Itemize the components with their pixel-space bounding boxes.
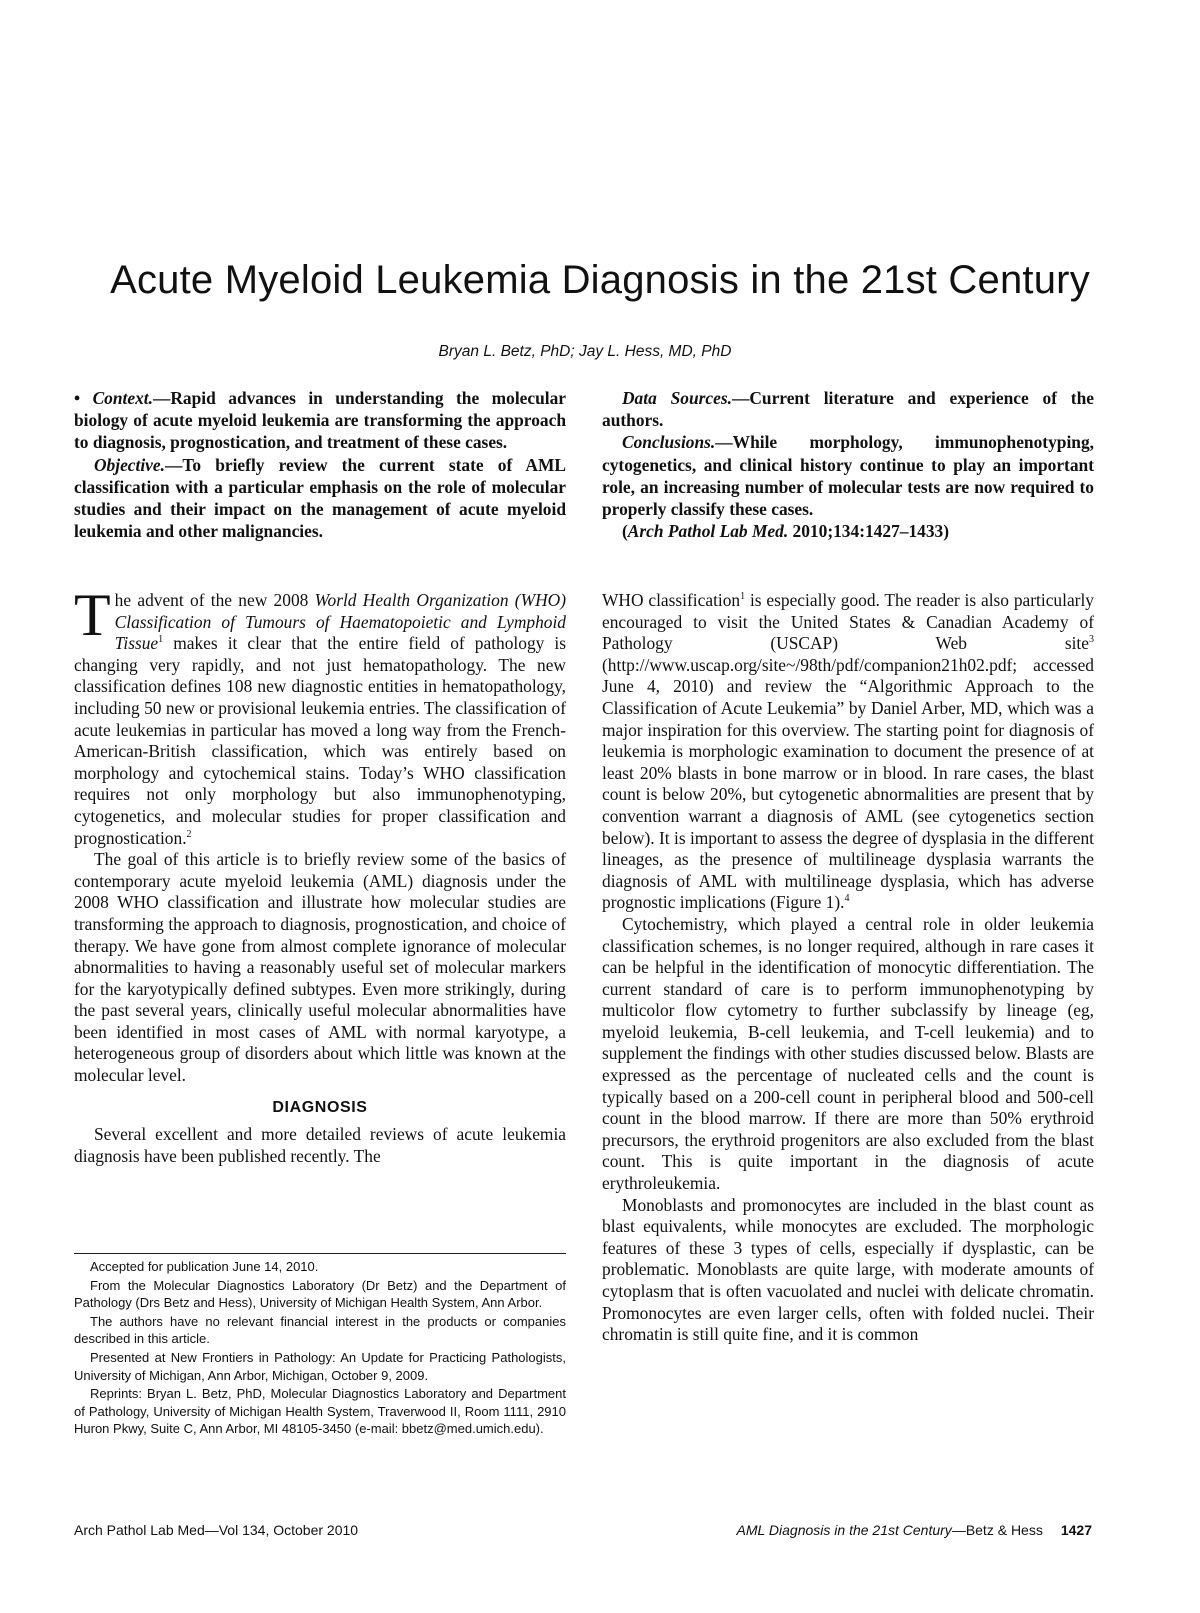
footnote-disclosure: The authors have no relevant financial interest in the products or companies described in this article. (74, 1313, 566, 1347)
footnote-accepted: Accepted for publication June 14, 2010. (90, 1259, 319, 1274)
footnote-affiliation: From the Molecular Diagnostics Laboratory (Dr Betz) and the Department of Pathology (Drs Betz and Hess), University of Michigan Health System, Ann Arbor. (74, 1277, 566, 1311)
context-text: —Rapid advances in understanding the molecular biology of acute myeloid leukemia are transforming the approach to diagnosis, prognostication, and treatment of these cases. (74, 388, 567, 453)
who-text-a: WHO classification (602, 590, 741, 610)
abstract-data-sources (602, 387, 1094, 431)
conclusions-text: —While morphology, immunophenotyping, cytogenetics, and clinical history continue to play an important role, an increasing number of molecular tests are now required to properly classify these cases. (602, 432, 1094, 520)
who-paragraph (602, 590, 1094, 914)
abstract-conclusions (602, 431, 1094, 520)
goal-paragraph: The goal of this article is to briefly review some of the basics of contemporary acute myeloid leukemia (AML) diagnosis under the 2008 WHO classification and illustrate how molecular studies are transforming the approach to diagnosis, prognostication, and choice of therapy. We have gone from almost complete ignorance of molecular abnormalities to having a reasonably useful set of molecular markers for the karyotypically defined subtypes. Even more strikingly, during the past several years, clinically useful molecular abnormalities have been identified in most cases of AML with normal karyotype, a heterogeneous group of disorders about which little was known at the molecular level. (74, 849, 566, 1086)
author-line: Bryan L. Betz, PhD; Jay L. Hess, MD, PhD (438, 343, 732, 360)
conclusions-label: Conclusions. (622, 432, 716, 453)
body-left-column (74, 582, 566, 1167)
running-authors: —Betz & Hess (951, 1522, 1043, 1538)
article-title: Acute Myeloid Leukemia Diagnosis in the 21st Century (110, 258, 1090, 302)
drop-cap: T (74, 582, 111, 648)
who-text-c: (http://www.uscap.org/site~/98th/pdf/companion21h02.pdf; accessed June 4, 2010) and review the “Algorithmic Approach to the Classification of Acute Leukemia” by Daniel Arber, MD, which was a major inspiration for this overview. The starting point for diagnosis of leukemia is morphologic examination to document the presence of at least 20% blasts in bone marrow or in blood. In rare cases, the blast count is below 20%, but cytogenetic abnormalities are present that by convention warrant a diagnosis of AML (see cytogenetics section below). It is important to assess the degree of dysplasia in the different lineages, as the presence of multilineage dysplasia warrants the diagnosis of AML with multilineage dysplasia, which has adverse prognostic implications (Figure 1). (602, 654, 1094, 913)
ref-3[interactable]: 3 (1089, 634, 1094, 646)
footnotes (74, 1258, 566, 1439)
intro-paragraph (74, 582, 566, 849)
who-text-b: is especially good. The reader is also particularly encouraged to visit the United States & Canadian Academy of Pathology (USCAP) Web site (602, 590, 1094, 654)
footnote-reprints: Reprints: Bryan L. Betz, PhD, Molecular Diagnostics Laboratory and Department of Pathology, University of Michigan Health System, Traverwood II, Room 1111, 2910 Huron Pkwy, Suite C, Ann Arbor, MI 48105-3450 (e-mail: bbetz@med.umich.edu). (74, 1386, 566, 1437)
citation-open: ( (622, 521, 628, 542)
citation-journal: Arch Pathol Lab Med. (627, 521, 789, 542)
cytochemistry-paragraph: Cytochemistry, which played a central role in older leukemia classification schemes, is no longer required, although in rare cases it can be helpful in the identification of monocytic differentiation. The current standard of care is to perform immunophenotyping by multicolor flow cytometry to further subclassify by lineage (eg, myeloid leukemia, B-cell leukemia, and T-cell leukemia) and to supplement the findings with other studies discussed below. Blasts are expressed as the percentage of nucleated cells and the count is typically based on a 200-cell count in peripheral blood and 500-cell count in the blood marrow. If there are more than 50% erythroid precursors, the erythroid progenitors are also excluded from the blast count. This is quite important in the diagnosis of acute erythroleukemia. (602, 913, 1094, 1194)
citation-rest: 2010;134:1427–1433) (788, 521, 950, 542)
footnote-presented: Presented at New Frontiers in Pathology: An Update for Practicing Pathologists, University of Michigan, Ann Arbor, Michigan, October 9, 2009. (74, 1349, 566, 1383)
abstract-citation (602, 520, 1094, 542)
monoblasts-paragraph: Monoblasts and promonocytes are included in the blast count as blast equivalents, while monocytes are excluded. The morphologic features of these 3 types of cells, especially if dysplastic, can be problematic. Monoblasts are quite large, with moderate amounts of cytoplasm that is often vacuolated and nuclei with delicate chromatin. Promonocytes are even larger cells, often with folded nuclei. Their chromatin is still quite fine, and it is common (602, 1194, 1094, 1345)
ref-2[interactable]: 2 (186, 828, 192, 840)
ref-1b[interactable]: 1 (740, 591, 746, 603)
intro-text-a: he advent of the new 2008 (114, 590, 315, 610)
running-title: AML Diagnosis in the 21st Century (736, 1522, 952, 1538)
body-right-column (602, 590, 1094, 1346)
footer-running-head (737, 1522, 1093, 1538)
objective-text: —To briefly review the current state of AML classification with a particular emphasis on the role of molecular studies and their impact on the management of acute myeloid leukemia and other malignancies. (74, 454, 566, 542)
objective-label: Objective. (94, 454, 165, 475)
abstract-context (74, 387, 566, 454)
abstract-objective (74, 454, 566, 543)
who-classification-title: World Health Organization (WHO) Classification of Tumours of Haematopoietic and Lymphoid Tissue (114, 590, 566, 654)
diagnosis-paragraph: Several excellent and more detailed reviews of acute leukemia diagnosis have been published recently. The (74, 1124, 566, 1166)
abstract-right-column (602, 387, 1094, 542)
ref-4[interactable]: 4 (844, 893, 850, 905)
abstract-left-column (74, 387, 566, 542)
context-label: Context. (92, 388, 153, 408)
section-heading-diagnosis: DIAGNOSIS (272, 1098, 368, 1116)
footer-journal: Arch Pathol Lab Med—Vol 134, October 2010 (74, 1522, 359, 1538)
bullet-icon: • (74, 388, 81, 408)
footnote-rule (74, 1253, 566, 1254)
page-number: 1427 (1060, 1522, 1092, 1538)
data-sources-text: —Current literature and experience of the authors. (602, 388, 1094, 431)
ref-1[interactable]: 1 (158, 634, 164, 646)
intro-text-b: makes it clear that the entire field of pathology is changing very rapidly, and not just hematopathology. The new classification defines 108 new diagnostic entities in hematopathology, including 50 new or provisional leukemia entries. The classification of acute leukemias in particular has moved a long way from the French-American-British classification, which was entirely based on morphology and cytochemical stains. Today’s WHO classification requires not only morphology but also immunophenotyping, cytogenetics, and molecular studies for proper classification and prognostication. (74, 633, 566, 848)
data-sources-label: Data Sources. (622, 388, 732, 408)
